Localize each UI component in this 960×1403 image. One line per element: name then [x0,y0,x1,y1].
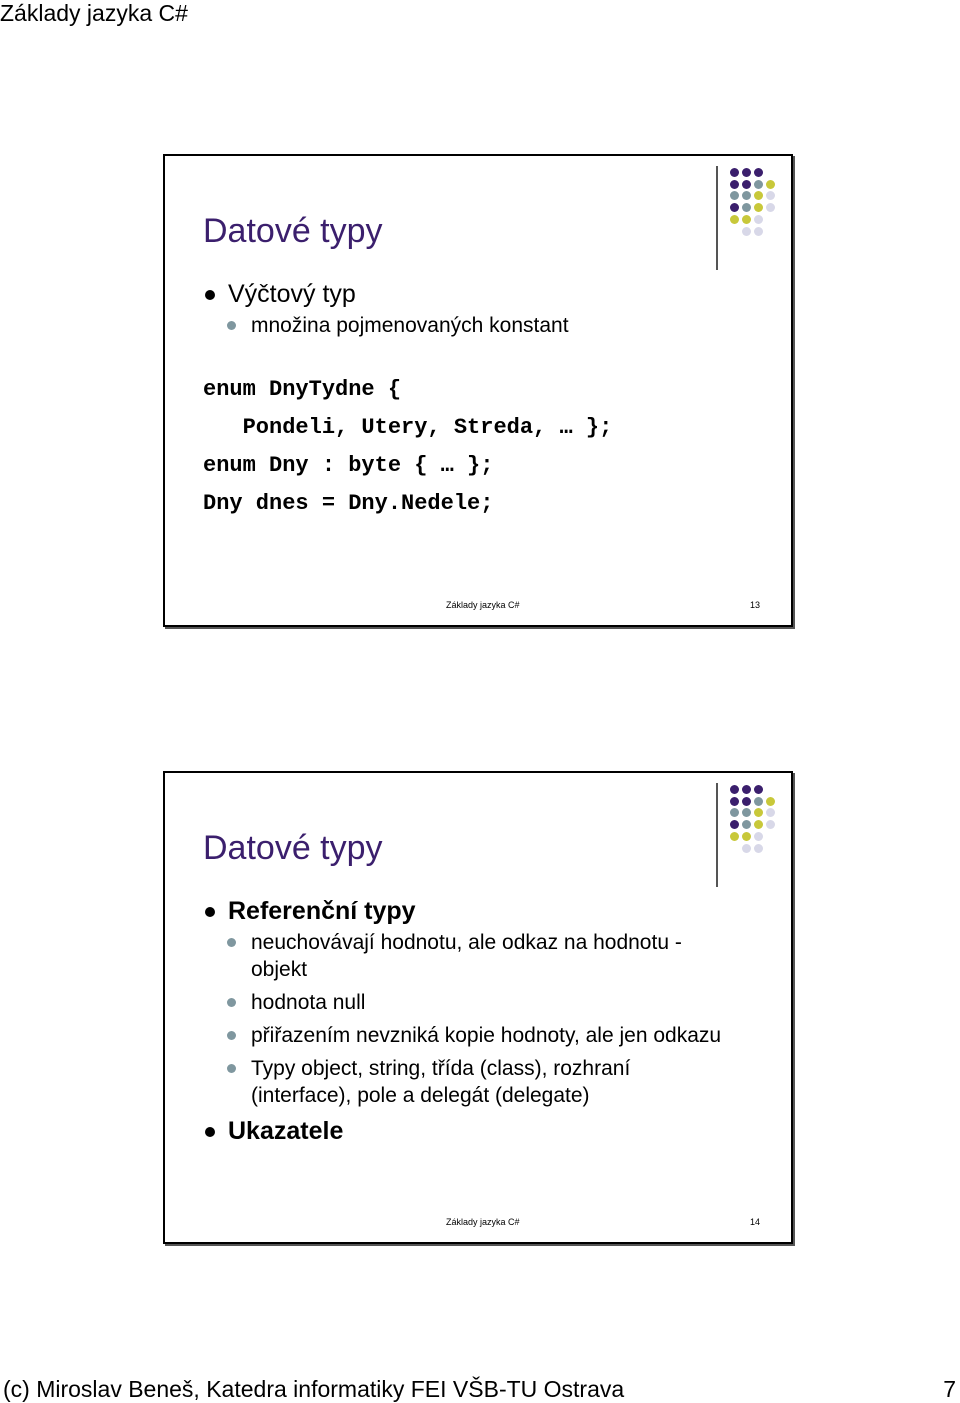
slide-footer-text: Základy jazyka C# [446,1217,520,1227]
decorative-dot [754,168,763,177]
code-line: Pondeli, Utery, Streda, … }; [203,415,613,440]
decorative-dot [766,180,775,189]
decorative-dot [730,785,739,794]
slide-number: 13 [750,600,761,610]
decorative-dot [754,832,763,841]
code-line: enum DnyTydne { [203,377,402,402]
decorative-dot [742,832,751,841]
decorative-dot [730,797,739,806]
decorative-dot [730,215,739,224]
copyright-text: (c) Miroslav Beneš, Katedra informatiky FEI VŠB-TU Ostrava [3,1376,625,1402]
code-line: Dny dnes = Dny.Nedele; [203,491,494,516]
sub-bullet-item: Typy object, string, třída (class), rozhraní (interface), pole a delegát (delegate) [203,1055,731,1109]
decorative-line [716,166,718,270]
decorative-dot [742,215,751,224]
decorative-dot [754,203,763,212]
decorative-dot [754,844,763,853]
decorative-dot [754,180,763,189]
decorative-dot [754,785,763,794]
decorative-dot [742,785,751,794]
slide-13 [163,154,793,627]
decorative-dot [730,808,739,817]
bullet-item: Výčtový typ [203,278,731,310]
slide-title: Datové typy [203,212,383,250]
slide-14 [163,771,793,1244]
decorative-dot [742,203,751,212]
decorative-dot [730,203,739,212]
code-line: enum Dny : byte { … }; [203,453,494,478]
decorative-dot [754,808,763,817]
decorative-dot [742,844,751,853]
sub-bullet-item: množina pojmenovaných konstant [203,312,731,339]
decorative-dot [742,808,751,817]
dot-grid-decoration [725,779,805,879]
decorative-dot [766,808,775,817]
slide-footer-text: Základy jazyka C# [446,600,520,610]
decorative-dot [754,191,763,200]
decorative-dot [730,832,739,841]
decorative-dot [754,797,763,806]
decorative-dot [766,820,775,829]
decorative-dot [742,797,751,806]
decorative-dot [754,227,763,236]
decorative-dot [742,191,751,200]
decorative-dot [730,820,739,829]
decorative-dot [754,215,763,224]
decorative-line [716,783,718,887]
dot-grid-decoration [725,162,805,262]
sub-bullet-item: hodnota null [203,989,731,1016]
decorative-dot [742,180,751,189]
decorative-dot [730,191,739,200]
slide-title: Datové typy [203,829,383,867]
slide-content [203,278,731,523]
page-number: 7 [943,1376,956,1402]
bullet-item: Referenční typy [203,895,731,927]
document-header: Základy jazyka C# [0,0,188,26]
decorative-dot [766,203,775,212]
slide-number: 14 [750,1217,761,1227]
decorative-dot [766,191,775,200]
bullet-item: Ukazatele [203,1115,731,1147]
slide-content [203,895,731,1149]
decorative-dot [730,168,739,177]
decorative-dot [766,797,775,806]
decorative-dot [742,227,751,236]
decorative-dot [754,820,763,829]
decorative-dot [742,820,751,829]
decorative-dot [730,180,739,189]
sub-bullet-item: neuchovávají hodnotu, ale odkaz na hodnotu - objekt [203,929,731,983]
decorative-dot [742,168,751,177]
sub-bullet-item: přiřazením nevzniká kopie hodnoty, ale jen odkazu [203,1022,731,1049]
